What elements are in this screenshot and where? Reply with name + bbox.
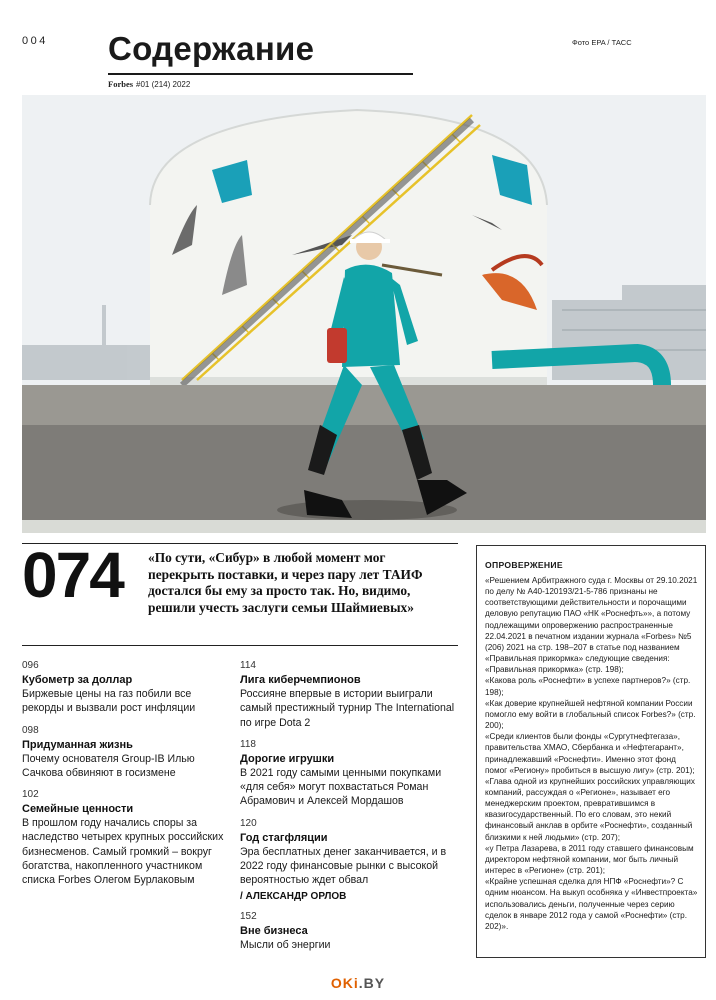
item-page: 098 (22, 724, 39, 736)
watermark (0, 975, 716, 991)
item-title: Лига киберчемпионов (240, 674, 361, 686)
item-page: 118 (240, 738, 256, 750)
page-number: 004 (22, 35, 48, 47)
item-title: Год стагфляции (240, 831, 328, 844)
item-title: Семейные ценности (22, 803, 134, 816)
refutation-title: ОПРОВЕРЖЕНИЕ (485, 560, 563, 570)
issue-number: #01 (214) 2022 (136, 80, 191, 89)
item-description: Россияне впервые в истории выиграли самый престижный турнир The International по игре Dota 2 (240, 688, 455, 729)
photo-illustration (22, 95, 706, 533)
refutation-box (476, 545, 706, 958)
watermark-right: .BY (358, 975, 386, 991)
contents-item[interactable] (240, 911, 460, 952)
contents-column-left (22, 660, 227, 897)
photo-credit: Фото EPA / ТАСС (572, 38, 632, 47)
issue-line (108, 79, 190, 89)
page-title: Содержание (108, 30, 315, 67)
item-title: Придуманная жизнь (22, 738, 133, 751)
contents-item[interactable] (240, 739, 460, 809)
item-description: Эра бесплатных денег заканчивается, и в 2022 году финансовые рынки с высокой вероятностью ждет обвал (240, 845, 447, 887)
item-author: / АЛЕКСАНДР ОРЛОВ (240, 890, 347, 902)
item-page: 120 (240, 817, 257, 829)
item-description: В 2021 году самыми ценными покупками «для себя» могут похвастаться Роман Абрамович и Алексей Мордашов (240, 766, 442, 808)
contents-item[interactable] (240, 660, 460, 730)
item-description: Биржевые цены на газ побили все рекорды и вызвали рост инфляции (22, 688, 196, 715)
pull-quote: «По сути, «Сибур» в любой момент мог перекрыть поставки, и через пару лет ТАИФ достался бы ему за просто так. Но, видимо, решили учесть заслуги семьи Шаймиевых» (148, 550, 423, 615)
contents-item[interactable] (22, 660, 227, 716)
cover-photo (22, 95, 706, 533)
contents-item[interactable] (22, 725, 227, 781)
refutation-text: «Решением Арбитражного суда г. Москвы от 29.10.2021 по делу № А40-120193/21-5-786 признаны не соответствующими действительности и порочащими деловую репутацию ПАО «НК «Роснефть»», а потому подлежащими опровержению распространенные 22.04.2021 в печатном издании журнала «Forbes» №5 (206) 2021 на стр. 198–207 в статье под названием «Правильная прикормка» следующие сведения: «Правильная прикормка» (стр. 198); «Какова роль «Роснефти» в успехе партнеров?» (стр. 198); «Как доверие крупнейшей нефтяной компании России помогло ему войти в глобальный список Forbes?» (стр. 200); «Среди клиентов были фонды «Сургутнефтегаза», правительства ХМАО, Сбербанка и «Нефтегарант», принадлежавший «Роснефти». Именно этот фонд помог «Региону» пробиться в высшую лигу» (стр. 201); «Глава одной из крупнейших российских управляющих компаний, рассуждая о «Регионе», называет его менеджерским проектом, превратившимся в квазигосударственный. По его словам, это некий финансовый анклав в орбите «Роснефти», созданный близкими к ней людьми» (стр. 207); «у Петра Лазарева, в 2011 году ставшего финансовым директором нефтяной компании, мог быть личный интерес в «Регионе» (стр. 201); «Крайне успешная сделка для НПФ «Роснефти»? С одним нюансом. На выкуп особняка у «Инвестпроекта» использовались деньги, полученные через серию сделок в январе 2012 года у самой «Роснефти» (стр. 202)». (485, 576, 698, 931)
quote-page-number: 074 (22, 539, 123, 611)
quote-rule-bottom (22, 645, 458, 646)
magazine-name: Forbes (108, 79, 134, 89)
contents-item[interactable] (240, 818, 460, 902)
watermark-left: OKi (330, 975, 359, 991)
item-title: Вне бизнеса (240, 924, 308, 937)
title-rule (108, 73, 413, 75)
item-page: 114 (240, 660, 256, 671)
item-page: 102 (22, 789, 39, 801)
item-description: В прошлом году начались споры за наследство четырех крупных российских бизнесменов. Самый громкий – вокруг богатства, накопленного участником списка Forbes Олегом Бурлаковым (22, 817, 224, 887)
item-description: Почему основателя Group-IB Илью Сачкова обвиняют в госизмене (22, 752, 195, 779)
contents-column-right (240, 660, 460, 961)
item-page: 152 (240, 910, 257, 922)
item-page: 096 (22, 660, 39, 671)
item-description: Мысли об энергии (240, 938, 331, 951)
contents-item[interactable] (22, 789, 227, 887)
item-title: Дорогие игрушки (240, 752, 335, 765)
item-title: Кубометр за доллар (22, 674, 133, 686)
